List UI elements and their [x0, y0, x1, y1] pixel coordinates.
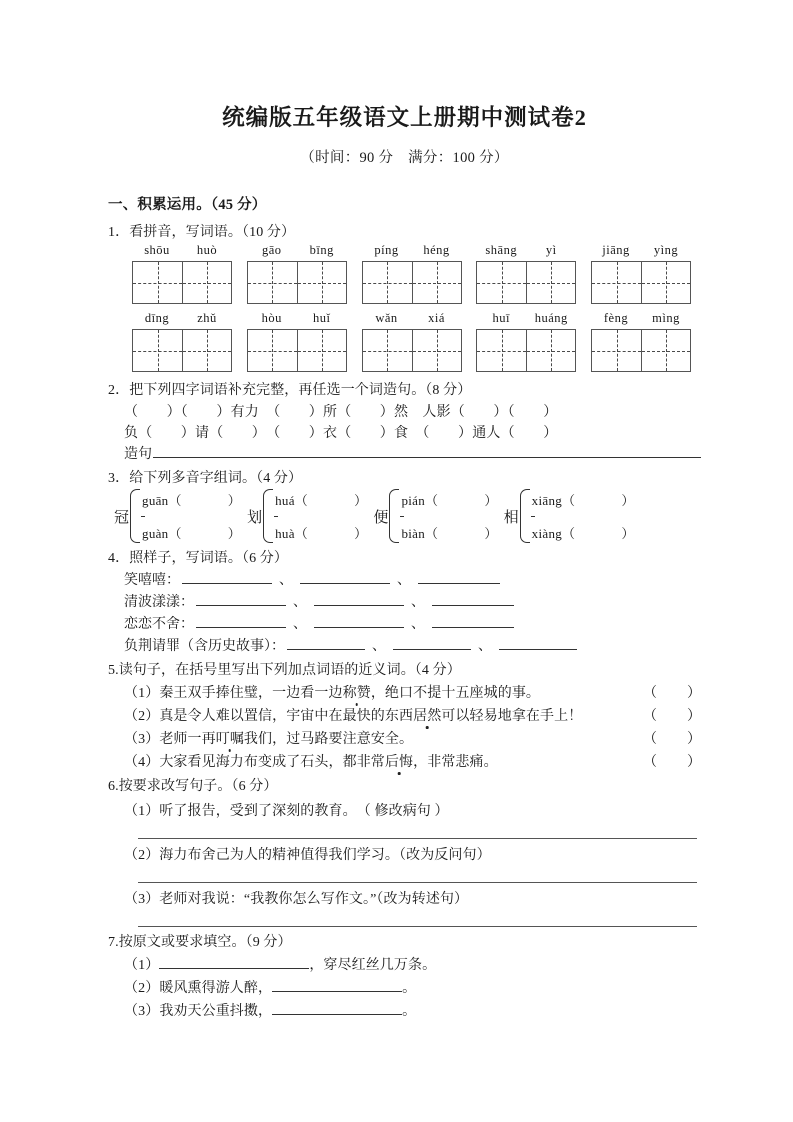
fill-blank-after: ，穿尽红丝几万条。: [309, 958, 437, 973]
emphasis-word: 居然: [413, 705, 441, 725]
pinyin-cell: [247, 243, 347, 304]
fill-blank-num: （1）: [124, 958, 160, 973]
tianzige-cell[interactable]: [363, 330, 412, 371]
question-7: [108, 931, 701, 1020]
pinyin-label: wǎn xiá: [375, 311, 445, 325]
tianzige-pair[interactable]: [247, 329, 347, 372]
synonym-sentence: （4）大家看见海力布变成了石头，都非常后悔，非常悲痛。: [124, 751, 498, 771]
pinyin-label: huī huáng: [492, 311, 568, 325]
polyphone-readings: [275, 490, 367, 542]
sample-word-blank[interactable]: [300, 570, 390, 584]
tianzige-cell[interactable]: [248, 262, 297, 303]
polyphone-group: [504, 489, 635, 543]
pinyin-label: gāo bīng: [261, 243, 334, 257]
emphasis-word: 叮嘱: [216, 728, 244, 748]
tianzige-cell[interactable]: [363, 262, 412, 303]
rewrite-answer-blank[interactable]: [138, 837, 697, 839]
sample-word-label: 笑嘻嘻：: [124, 573, 180, 588]
pinyin-cell: [362, 243, 462, 304]
sample-word-blank[interactable]: [287, 636, 365, 650]
sample-word-label: 恋恋不舍：: [124, 617, 194, 632]
brace-icon: [389, 489, 399, 543]
pinyin-label: fèng mìng: [603, 311, 680, 325]
sample-word-blank[interactable]: [432, 592, 514, 606]
polyphone-reading-top[interactable]: xiāng（ ）: [531, 493, 635, 508]
tianzige-cell[interactable]: [133, 330, 182, 371]
tianzige-cell[interactable]: [641, 262, 690, 303]
polyphone-char: 相: [503, 509, 519, 526]
pinyin-cell: [476, 311, 576, 372]
question-4: [108, 547, 701, 655]
rewrite-prompt: （1）听了报告，受到了深刻的教育。 （ 修改病句 ）: [124, 804, 449, 819]
polyphone-char: 冠: [114, 509, 130, 526]
rewrite-answer-blank[interactable]: [138, 925, 697, 927]
synonym-answer-field[interactable]: （ ）: [643, 709, 701, 724]
fill-blank-row: [124, 1000, 701, 1020]
synonym-answer-field[interactable]: （ ）: [643, 686, 701, 701]
tianzige-cell[interactable]: [477, 330, 526, 371]
question-6-head: 6.按要求改写句子。（6 分）: [108, 779, 278, 794]
fill-blank-input[interactable]: [272, 1001, 402, 1015]
page-title: 统编版五年级语文上册期中测试卷2: [222, 105, 587, 130]
tianzige-cell[interactable]: [412, 262, 461, 303]
question-5: [108, 659, 701, 771]
fill-blank-row: [124, 954, 701, 974]
sample-word-blank[interactable]: [196, 614, 286, 628]
sample-word-row: 恋恋不舍： 、 、: [124, 613, 701, 633]
polyphone-reading-bottom[interactable]: biàn（ ）: [401, 526, 498, 541]
tianzige-pair[interactable]: [591, 329, 691, 372]
tianzige-cell[interactable]: [182, 262, 231, 303]
pinyin-cell: [247, 311, 347, 372]
tianzige-pair[interactable]: [476, 261, 576, 304]
pinyin-label: jiāng yìng: [602, 243, 679, 257]
sample-word-blank[interactable]: [196, 592, 286, 606]
polyphone-group: [373, 489, 497, 543]
tianzige-pair[interactable]: [132, 329, 232, 372]
tianzige-cell[interactable]: [412, 330, 461, 371]
tianzige-cell[interactable]: [297, 330, 346, 371]
question-5-head: 5.读句子，在括号里写出下列加点词语的近义词。（4 分）: [108, 663, 461, 678]
sample-word-blank[interactable]: [314, 592, 404, 606]
synonym-answer-field[interactable]: （ ）: [643, 732, 701, 747]
tianzige-cell[interactable]: [182, 330, 231, 371]
question-1: [108, 221, 701, 372]
pinyin-label: píng héng: [374, 243, 450, 257]
question-7-head: 7.按原文或要求填空。（9 分）: [108, 935, 292, 950]
fill-blank-input[interactable]: [272, 978, 402, 992]
question-2: [108, 379, 701, 463]
pinyin-cell: [591, 243, 691, 304]
fill-blank-before: 我劝天公重抖擞，: [159, 1004, 273, 1019]
sample-word-blank[interactable]: [182, 570, 272, 584]
tianzige-pair[interactable]: [362, 261, 462, 304]
tianzige-pair[interactable]: [591, 261, 691, 304]
emphasis-word: 称赞: [343, 682, 371, 702]
sample-word-blank[interactable]: [393, 636, 471, 650]
polyphone-readings: [401, 490, 497, 542]
fill-blank-num: （2）: [124, 981, 160, 996]
fill-blank-row: [124, 977, 701, 997]
fill-blank-after: 。: [402, 981, 417, 996]
section-one-heading: 一、积累运用。（45 分）: [108, 197, 267, 213]
question-3-head: 3．给下列多音字组词。（4 分）: [108, 471, 303, 486]
sample-word-blank[interactable]: [418, 570, 500, 584]
polyphone-readings: [532, 490, 635, 542]
sample-word-row: 笑嘻嘻： 、 、: [124, 569, 701, 589]
sample-word-label: 负荆请罪（含历史故事）：: [124, 639, 285, 654]
brace-icon: [130, 489, 140, 543]
synonym-row: [124, 682, 701, 702]
sentence-making-label: 造句: [124, 447, 152, 462]
polyphone-readings: [142, 490, 241, 542]
synonym-sentence: （1）秦王双手捧住璧，一边看一边称赞，绝口不提十五座城的事。: [124, 682, 540, 702]
sample-word-blank[interactable]: [314, 614, 404, 628]
tianzige-cell[interactable]: [477, 262, 526, 303]
rewrite-prompt: （3）老师对我说：“我教你怎么写作文。”（改为转述句）: [124, 892, 469, 907]
pinyin-label: hòu huǐ: [261, 311, 331, 325]
pinyin-cell: [132, 243, 232, 304]
polyphone-reading-bottom[interactable]: huà（ ）: [275, 526, 368, 541]
polyphone-row: [108, 489, 701, 543]
idiom-line-1[interactable]: （ ）（ ）有力 （ ）所（ ）然 人影（ ）（ ）: [124, 405, 558, 420]
polyphone-group: [247, 489, 367, 543]
idiom-line-2[interactable]: 负（ ）请（ ） （ ）衣（ ）食 （ ）通人（ ）: [124, 426, 558, 441]
sample-word-blank[interactable]: [432, 614, 514, 628]
paper-subtitle: （时间：90 分 满分：100 分）: [300, 150, 509, 166]
tianzige-cell[interactable]: [592, 330, 641, 371]
pinyin-label: shāng yì: [485, 243, 557, 257]
pinyin-row-2: [108, 311, 701, 372]
fill-blank-input[interactable]: [159, 955, 309, 969]
tianzige-pair[interactable]: [362, 329, 462, 372]
synonym-row: [124, 751, 701, 771]
pinyin-cell: [591, 311, 691, 372]
polyphone-reading-top[interactable]: guān（ ）: [142, 493, 242, 508]
pinyin-label: dīng zhǔ: [144, 311, 217, 325]
tianzige-cell[interactable]: [297, 262, 346, 303]
polyphone-reading-bottom[interactable]: guàn（ ）: [142, 526, 242, 541]
polyphone-char: 便: [373, 509, 389, 526]
brace-icon: [263, 489, 273, 543]
synonym-row: [124, 705, 701, 725]
question-1-head: 1．看拼音，写词语。（10 分）: [108, 225, 296, 240]
polyphone-reading-bottom[interactable]: xiàng（ ）: [531, 526, 635, 541]
question-4-head: 4．照样子，写词语。（6 分）: [108, 551, 288, 566]
sample-word-row: 清波漾漾： 、 、: [124, 591, 701, 611]
sentence-making-row: [124, 443, 701, 463]
tianzige-pair[interactable]: [247, 261, 347, 304]
question-3: [108, 467, 701, 543]
tianzige-cell[interactable]: [133, 262, 182, 303]
sentence-making-blank[interactable]: [153, 444, 701, 458]
fill-blank-num: （3）: [124, 1004, 160, 1019]
emphasis-word: 后悔: [385, 751, 413, 771]
pinyin-label: shōu huò: [144, 243, 218, 257]
polyphone-char: 划: [247, 509, 263, 526]
sample-word-label: 清波漾漾：: [124, 595, 194, 610]
tianzige-cell[interactable]: [248, 330, 297, 371]
polyphone-reading-top[interactable]: pián（ ）: [401, 493, 498, 508]
tianzige-pair[interactable]: [132, 261, 232, 304]
rewrite-prompt: （2）海力布舍己为人的精神值得我们学习。（改为反问句）: [124, 848, 491, 863]
synonym-answer-field[interactable]: （ ）: [643, 755, 701, 770]
rewrite-answer-blank[interactable]: [138, 881, 697, 883]
tianzige-cell[interactable]: [526, 330, 575, 371]
fill-blank-before: 暖风熏得游人醉，: [159, 981, 273, 996]
sample-word-blank[interactable]: [499, 636, 577, 650]
synonym-sentence: （2）真是令人难以置信，宇宙中在最快的东西居然可以轻易地拿在手上！: [124, 705, 582, 725]
tianzige-cell[interactable]: [526, 262, 575, 303]
synonym-sentence: （3）老师一再叮嘱我们，过马路要注意安全。: [124, 728, 413, 748]
tianzige-cell[interactable]: [641, 330, 690, 371]
sample-word-row: 负荆请罪（含历史故事）： 、 、: [124, 635, 701, 655]
polyphone-reading-top[interactable]: huá（ ）: [275, 493, 368, 508]
fill-blank-after: 。: [402, 1004, 417, 1019]
tianzige-pair[interactable]: [476, 329, 576, 372]
question-6: [108, 775, 701, 927]
brace-icon: [520, 489, 530, 543]
polyphone-group: [114, 489, 241, 543]
pinyin-cell: [476, 243, 576, 304]
pinyin-cell: [362, 311, 462, 372]
tianzige-cell[interactable]: [592, 262, 641, 303]
pinyin-cell: [132, 311, 232, 372]
question-2-head: 2．把下列四字词语补充完整，再任选一个词造句。（8 分）: [108, 383, 472, 398]
pinyin-row-1: [108, 243, 701, 304]
synonym-row: [124, 728, 701, 748]
